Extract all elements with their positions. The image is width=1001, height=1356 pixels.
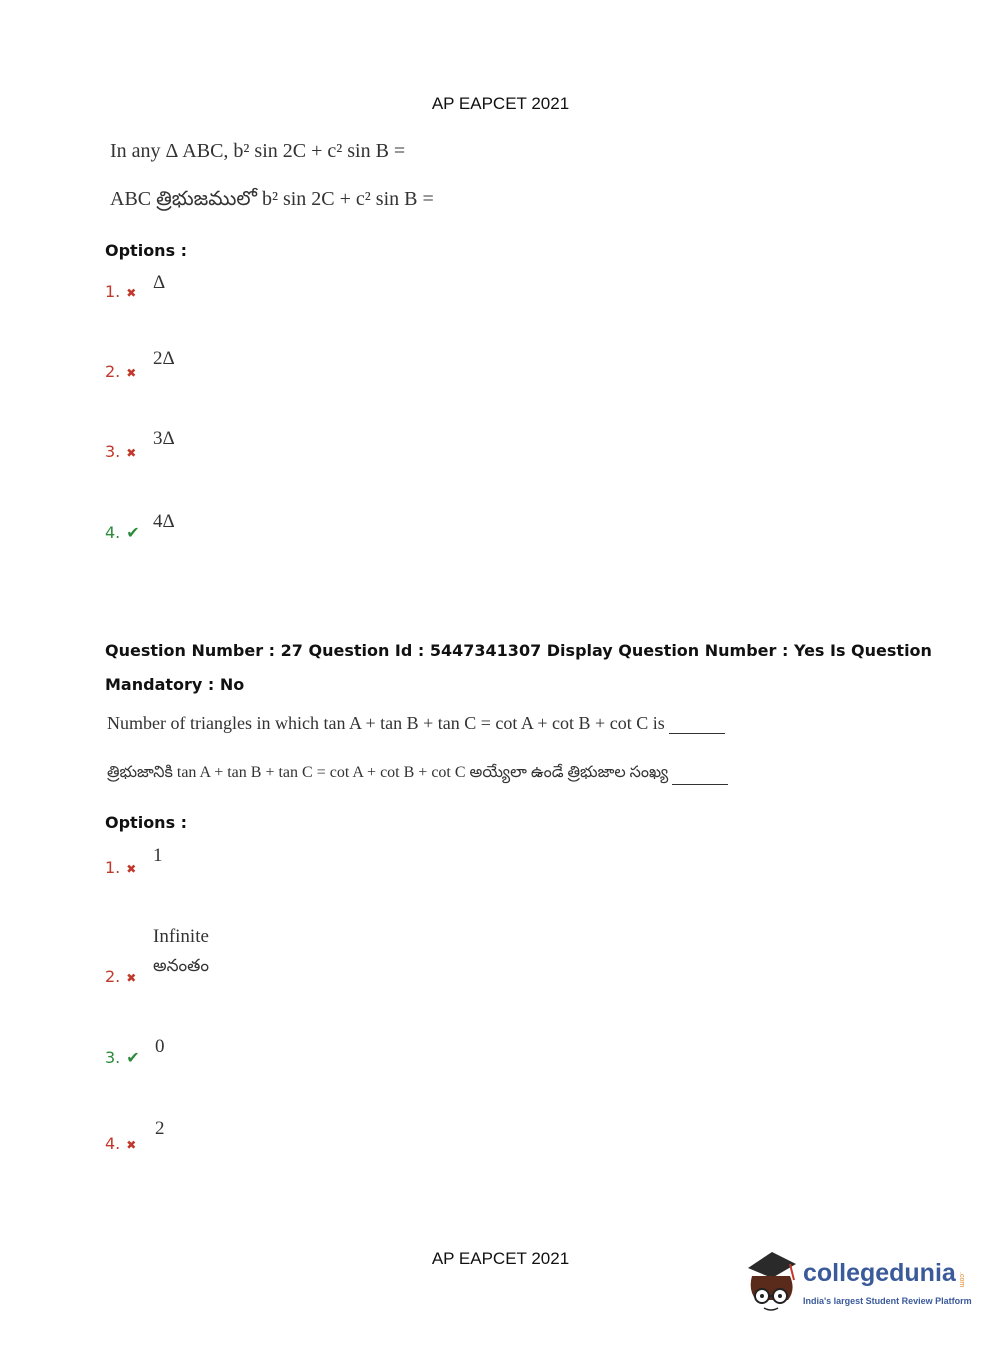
wrong-mark-icon: ✖ bbox=[126, 971, 137, 985]
option-row bbox=[105, 442, 136, 461]
option-number: 1. bbox=[105, 858, 121, 877]
option-value: 0 bbox=[155, 1036, 165, 1057]
option-number: 2. bbox=[105, 362, 121, 381]
options-label: Options : bbox=[105, 241, 188, 260]
logo-tagline: India's largest Student Review Platform bbox=[803, 1296, 972, 1306]
options-label: Options : bbox=[105, 813, 188, 832]
option-number: 2. bbox=[105, 967, 121, 986]
option-value: Infinite bbox=[153, 926, 209, 947]
option-row bbox=[105, 1134, 136, 1153]
option-value-te: అనంతం bbox=[153, 956, 209, 975]
collegedunia-mascot-icon bbox=[742, 1250, 802, 1316]
option-row bbox=[105, 282, 136, 301]
question-text-en bbox=[107, 713, 725, 734]
wrong-mark-icon: ✖ bbox=[126, 366, 137, 380]
option-row bbox=[105, 362, 136, 381]
question-meta-mandatory: Mandatory : No bbox=[105, 675, 245, 694]
option-number: 3. bbox=[105, 442, 121, 461]
question-text-te: ABC త్రిభుజములో b² sin 2C + c² sin B = bbox=[110, 188, 434, 210]
wrong-mark-icon: ✖ bbox=[126, 446, 137, 460]
option-number: 3. bbox=[105, 1048, 121, 1067]
option-row bbox=[105, 967, 136, 986]
option-row bbox=[105, 858, 136, 877]
option-value: 2Δ bbox=[153, 348, 175, 369]
check-mark-icon: ✔ bbox=[126, 523, 140, 542]
page-header: AP EAPCET 2021 bbox=[431, 94, 570, 113]
question-meta: Question Number : 27 Question Id : 5447341307 Display Question Number : Yes Is Question bbox=[105, 641, 932, 660]
option-value: 2 bbox=[155, 1118, 165, 1139]
question-text: త్రిభుజానికి tan A + tan B + tan C = cot A + cot B + cot C అయ్యేలా ఉండే త్రిభుజాల సంఖ్య bbox=[107, 764, 669, 781]
logo-wordmark: collegedunia bbox=[803, 1259, 956, 1287]
option-number: 4. bbox=[105, 1134, 121, 1153]
option-number: 1. bbox=[105, 282, 121, 301]
question-text-en: In any Δ ABC, b² sin 2C + c² sin B = bbox=[110, 140, 406, 162]
option-number: 4. bbox=[105, 523, 121, 542]
answer-blank bbox=[669, 732, 725, 734]
check-mark-icon: ✔ bbox=[126, 1048, 140, 1067]
wrong-mark-icon: ✖ bbox=[126, 862, 137, 876]
wrong-mark-icon: ✖ bbox=[126, 1138, 137, 1152]
option-row bbox=[105, 523, 140, 542]
question-text: Number of triangles in which tan A + tan B + tan C = cot A + cot B + cot C is bbox=[107, 713, 665, 733]
option-row bbox=[105, 1048, 140, 1067]
option-value: Δ bbox=[153, 272, 166, 293]
question-text-te bbox=[107, 763, 728, 785]
option-value: 1 bbox=[153, 845, 163, 866]
wrong-mark-icon: ✖ bbox=[126, 286, 137, 300]
logo-domain: .com bbox=[958, 1272, 965, 1288]
option-value: 3Δ bbox=[153, 428, 175, 449]
answer-blank bbox=[672, 783, 728, 785]
option-value: 4Δ bbox=[153, 511, 175, 532]
page-footer: AP EAPCET 2021 bbox=[431, 1249, 570, 1268]
